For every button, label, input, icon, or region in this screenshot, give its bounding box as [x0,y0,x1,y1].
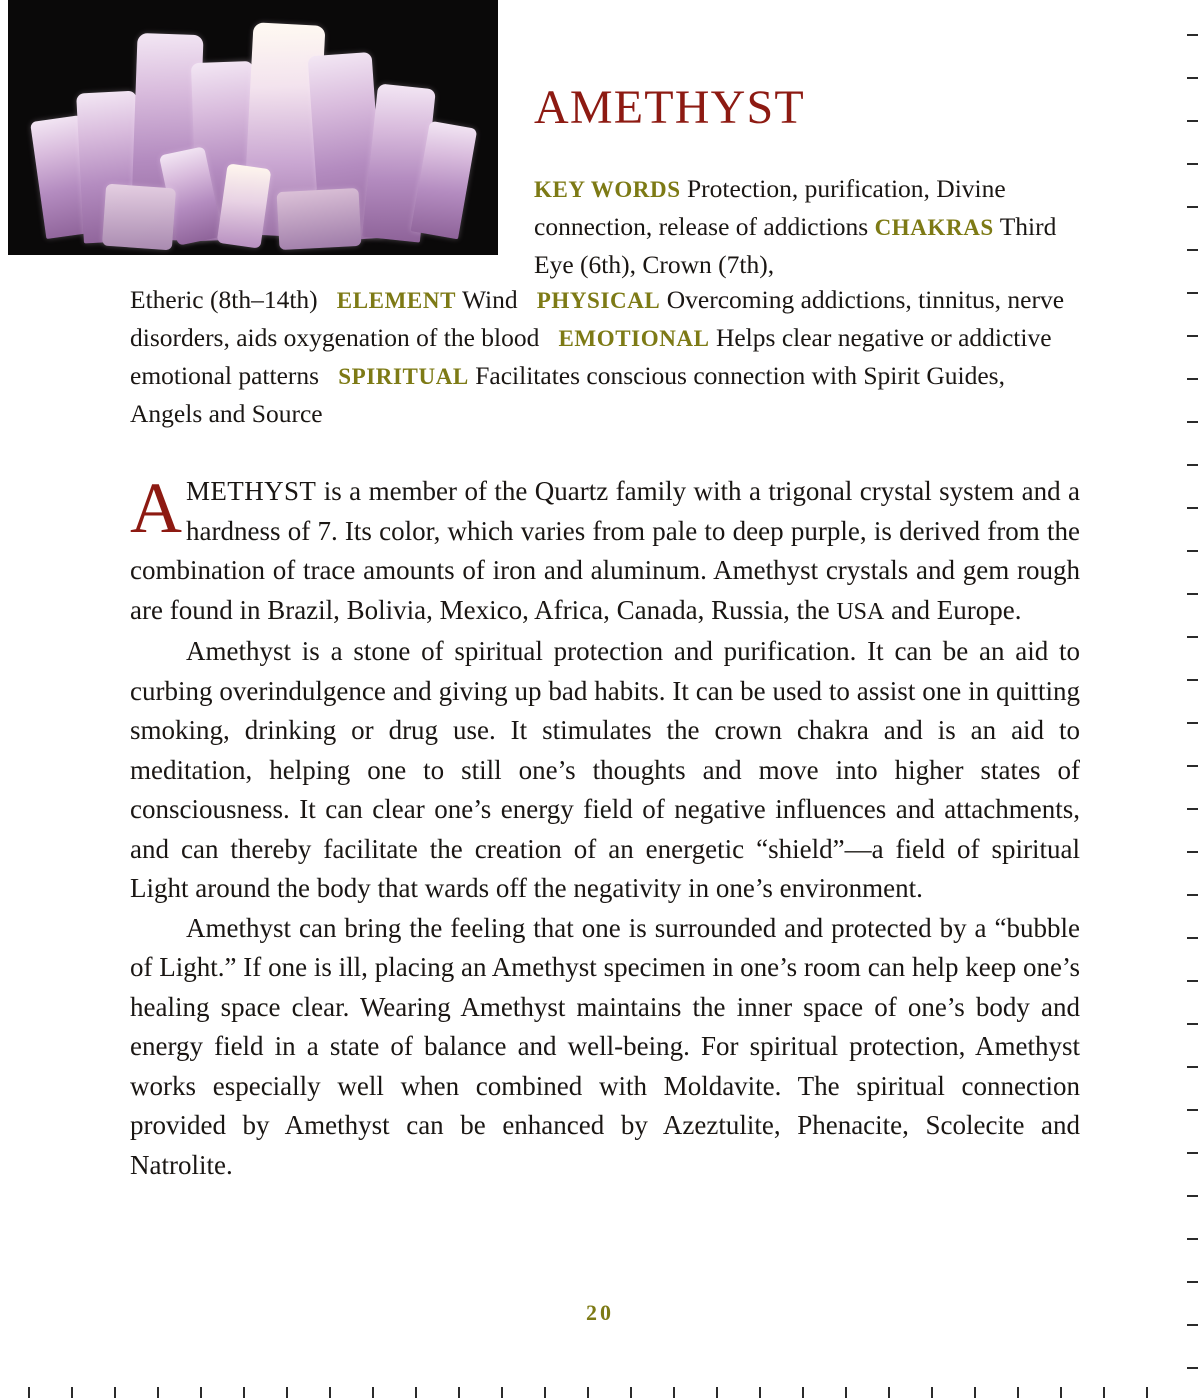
edge-registration-marks-bottom [0,1378,1200,1400]
attributes-block-upper [534,170,1080,283]
paragraph-2: Amethyst is a stone of spiritual protection and purification. It can be an aid to curbing overindulgence and giving up bad habits. It can be used to assist one in quitting smoking, drinking or drug use. It stimulates the crown chakra and is an aid to meditation, helping one to still one’s thoughts and move into higher states of consciousness. It can clear one’s energy field of negative influences and attachments, and can thereby facilitate the creation of an energetic “shield”—a field of spiritual Light around the body that wards off the negativity in one’s environment. [130,636,1080,903]
paragraph-1-smallcaps: METHYST [186,476,317,506]
paragraph-1 [130,468,1080,632]
paragraph-1-tail: and Europe. [884,594,1022,625]
crystal-cluster-illustration [8,0,498,255]
attr-label-element: ELEMENT [336,288,457,313]
attr-label-spiritual: SPIRITUAL [338,364,469,389]
page-number: 20 [586,1300,614,1325]
attr-value-emotional: Helps clear negative or addictive emotional patterns [130,323,1052,390]
attr-label-chakras: CHAKRAS [874,215,994,240]
attr-label-physical: PHYSICAL [536,288,661,313]
attr-value-element: Wind [461,285,518,314]
attr-value-spiritual: Facilitates conscious connection with Spirit Guides, Angels and Source [130,361,1005,428]
drop-cap: A [130,468,182,548]
attr-value-physical: Overcoming addictions, tinnitus, nerve disorders, aids oxygenation of the blood [130,285,1065,352]
paragraph-1-usa: USA [836,598,885,625]
attr-label-key-words: KEY WORDS [534,177,681,202]
article-body [130,468,1080,1185]
attr-value-key-words: Protection, purification, Divine connection, release of addictions [534,174,1006,241]
attr-value-chakras-line2: Etheric (8th–14th) [130,285,318,314]
attributes-block-lower [130,281,1080,432]
attr-label-emotional: EMOTIONAL [558,326,710,351]
paragraph-1-text: is a member of the Quartz family with a trigonal crystal system and a hardness of 7. Its color, which varies from pale to deep purple, is derived from the combination of trace amounts of iron and aluminum. Amethyst crystals and gem rough are found in Brazil, Bolivia, Mexico, Africa, Canada, Russia, the [130,476,1080,625]
page-title: AMETHYST [534,81,805,134]
attr-value-chakras-line1: Third Eye (6th), Crown (7th), [534,212,1057,279]
edge-registration-marks-right [1178,0,1200,1400]
amethyst-specimen-photo [8,0,498,255]
paragraph-3: Amethyst can bring the feeling that one is surrounded and protected by a “bubble of Light.” If one is ill, placing an Amethyst specimen in one’s room can help keep one’s healing space clear. Wearing Amethyst maintains the inner space of one’s body and energy field in a state of balance and well-being. For spiritual protection, Amethyst works especially well when combined with Moldavite. The spiritual connection provided by Amethyst can be enhanced by Azeztulite, Phenacite, Scolecite and Natrolite. [130,912,1080,1180]
